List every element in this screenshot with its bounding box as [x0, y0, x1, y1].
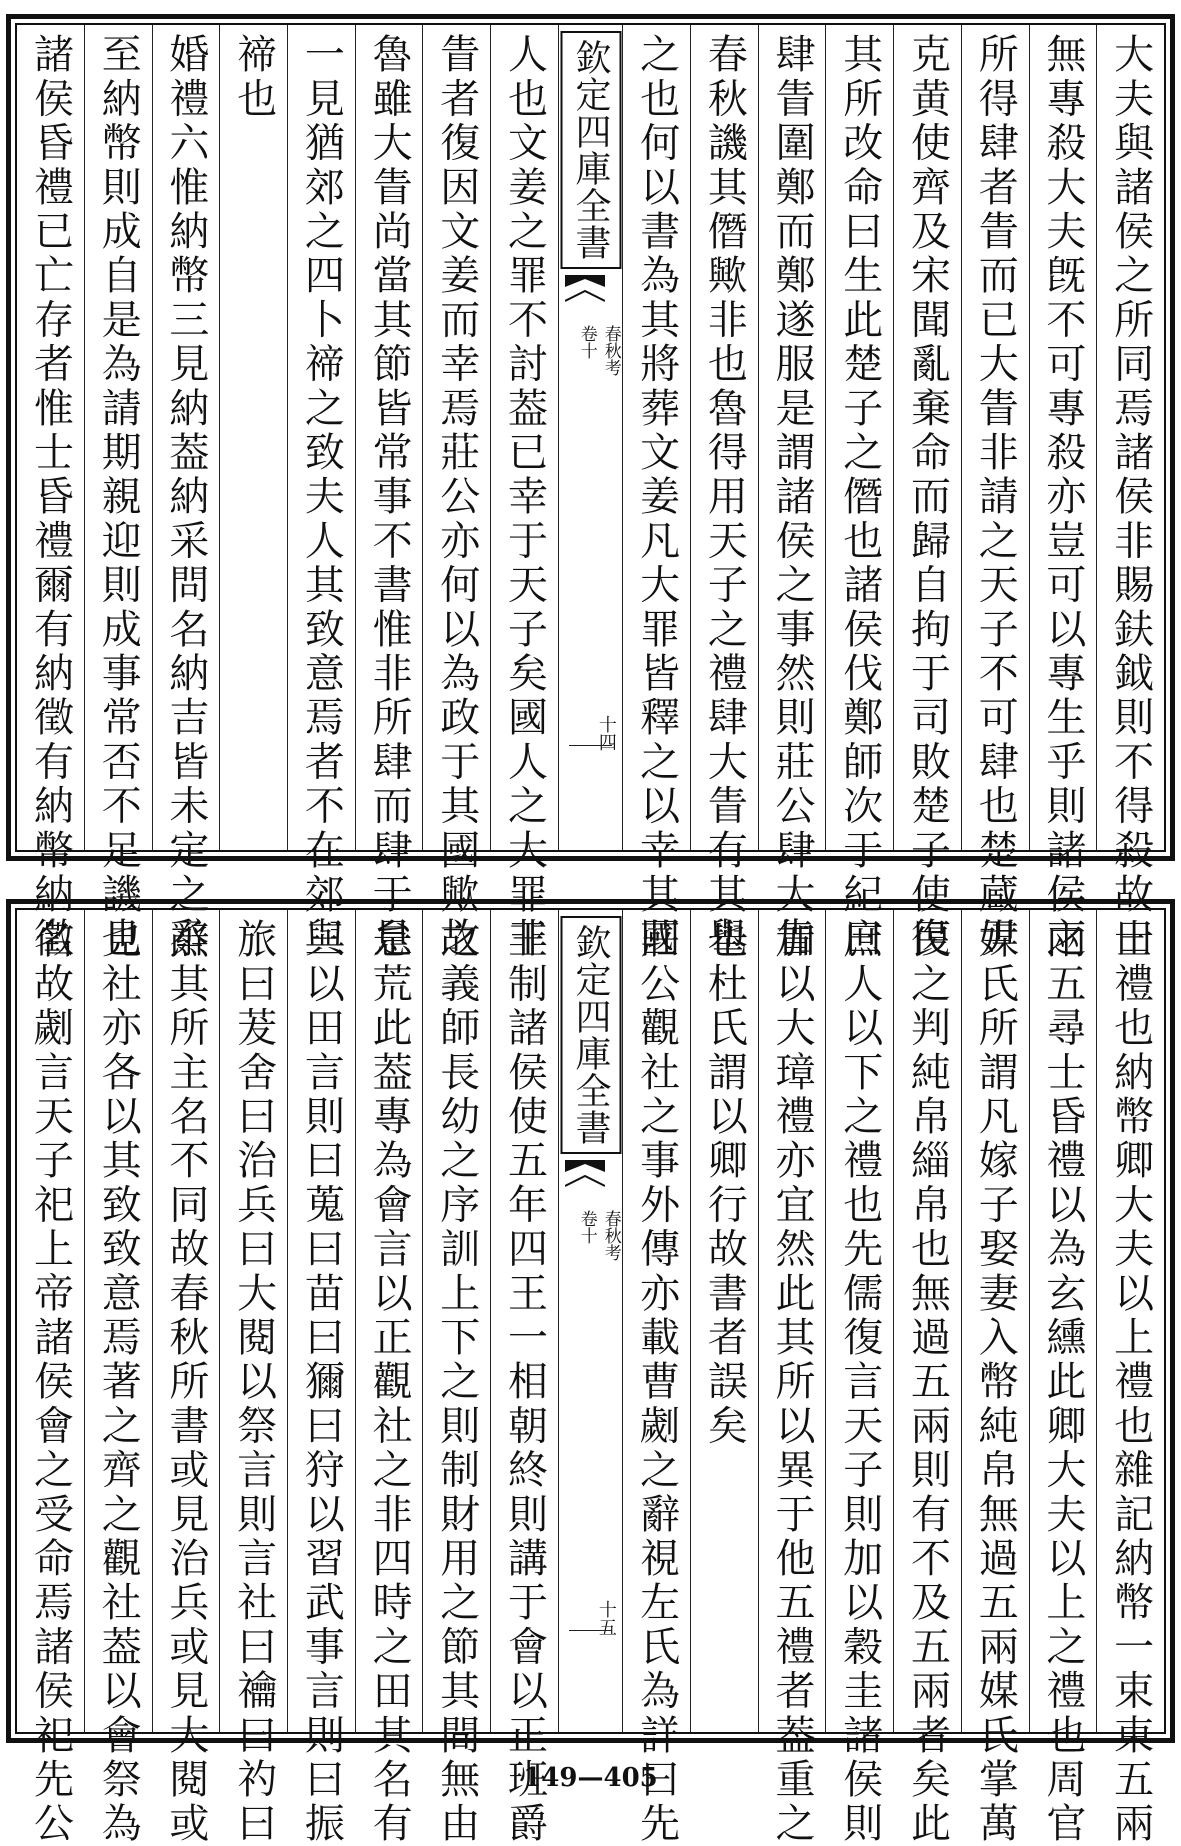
text-column	[690, 25, 758, 962]
text-column	[758, 25, 826, 962]
text-line: 怠荒此葢專為會言以正觀社之非四時之田其名有	[366, 918, 413, 1846]
volume-title: 春秋考	[600, 325, 621, 376]
folio-rule	[569, 745, 612, 746]
text-line: 加以大璋禮亦宜然此其所以異于他五禮者葢重之	[769, 918, 816, 1846]
text-column	[422, 25, 490, 962]
page-number: 149—405	[523, 1763, 658, 1793]
text-line: 大夫與諸侯之所同焉諸侯非賜鈇鉞則不得殺故曰	[1107, 33, 1154, 962]
text-column	[893, 25, 961, 962]
text-column	[422, 910, 490, 1846]
text-column	[287, 25, 355, 962]
top-columns	[17, 25, 1164, 962]
text-column	[1096, 910, 1164, 1846]
text-line: 一見猶郊之四卜禘之致夫人其致意焉者不在郊與	[298, 33, 345, 962]
text-line: 王制諸侯使五年四王一相朝終則講于會以正班爵	[501, 918, 548, 1846]
text-line: 士禮也納幣卿大夫以上禮也雜記納幣一束束五兩	[1107, 918, 1154, 1846]
text-column	[758, 910, 826, 1846]
text-line: 莊公觀社之事外傳亦載曹劌之辭視左氏為詳曰先	[633, 918, 680, 1846]
text-column	[219, 910, 287, 1846]
folio-rule	[569, 1630, 612, 1631]
text-column	[961, 910, 1029, 1846]
book-title: 欽定四庫全書	[560, 31, 621, 269]
text-column	[287, 910, 355, 1846]
text-column	[219, 25, 287, 850]
text-line: 肆眚圍鄭而鄭遂服是謂諸侯之事然則莊公肆大眚	[769, 33, 816, 962]
text-column	[84, 910, 152, 1846]
text-line: 庶人以下之禮也先儒復言天子則加以穀圭諸侯則	[836, 918, 883, 1846]
text-line: 至納幣則成自是為請期親迎則成事常否不足譏也	[95, 33, 142, 962]
text-column	[690, 910, 758, 1732]
text-column	[825, 910, 893, 1846]
text-column	[1096, 25, 1164, 962]
text-line: 旅曰茇舍曰治兵曰大閱以祭言則言社曰禴曰礿曰	[230, 918, 277, 1846]
text-column	[1029, 910, 1097, 1846]
text-column	[355, 910, 423, 1846]
text-line: 名故劌言天子祀上帝諸侯會之受命焉諸侯祀先公	[27, 918, 74, 1846]
text-column	[825, 25, 893, 962]
text-column	[355, 25, 423, 962]
book-title: 欽定四庫全書	[560, 916, 621, 1154]
text-line: 魯雖大眚尚當其節皆常事不書惟非所肆而肆于是	[366, 33, 413, 962]
text-line: 媒氏所謂凡嫁子娶妻入幣純帛無過五兩媒氏掌萬	[972, 918, 1019, 1846]
text-line: 所得肆者眚而已大眚非請之天子不可肆也楚蔵尹	[972, 33, 1019, 962]
text-column	[490, 910, 558, 1846]
text-line: 民之判純帛緇帛也無過五兩則有不及五兩者矣此	[904, 918, 951, 1846]
text-line: 婚禮六惟納幣三見納葢納采問名納吉皆未定之辭	[162, 33, 209, 962]
text-line: 克黄使齊及宋聞亂棄命而歸自拘于司敗楚子使復	[904, 33, 951, 962]
text-line: 兩五尋士昏禮以為玄纁此卿大夫以上之禮也周官	[1039, 918, 1086, 1846]
text-column	[893, 910, 961, 1846]
volume-number: 卷十	[576, 1210, 597, 1244]
folio-number: 十四	[595, 715, 617, 751]
text-column	[152, 25, 220, 962]
text-line: 其所改命曰生此楚子之僭也諸侯伐鄭師次于紀曰	[836, 33, 883, 962]
center-margin-column	[558, 910, 622, 1732]
text-line: 禘也	[230, 33, 277, 122]
text-line: 也杜氏謂以卿行故書者誤矣	[701, 918, 748, 1449]
text-line: 見社亦各以其致致意焉著之齊之觀社葢以會祭為	[95, 918, 142, 1846]
volume-title: 春秋考	[600, 1210, 621, 1261]
text-column	[622, 910, 690, 1846]
text-line: 春秋譏其僭歟非也魯得用天子之禮肆大眚有其舉	[701, 33, 748, 962]
text-column	[84, 25, 152, 962]
center-margin-column	[558, 25, 622, 850]
text-column	[961, 25, 1029, 962]
text-column	[17, 25, 84, 962]
text-column	[152, 910, 220, 1846]
text-column	[1029, 25, 1097, 962]
text-column	[622, 25, 690, 962]
text-line: 三以田言則曰蒐曰苗曰獮曰狩以習武事言則曰振	[298, 918, 345, 1846]
folio-number: 十五	[595, 1600, 617, 1636]
text-line: 諸侯昏禮已亡存者惟士昏禮爾有納徵有納幣納徵	[27, 33, 74, 962]
text-line: 無專殺大夫旣不可專殺亦豈可以專生乎則諸侯之	[1039, 33, 1086, 962]
text-column	[490, 25, 558, 962]
fish-tail-icon	[565, 1160, 605, 1200]
text-line: 眚者復因文姜而幸焉莊公亦何以為政于其國歟故	[433, 33, 480, 962]
text-line: 之也何以書為其將葬文姜凡大罪皆釋之以幸其國	[633, 33, 680, 962]
volume-number: 卷十	[576, 325, 597, 359]
text-line: 烝其所主名不同故春秋所書或見治兵或見大閱或	[162, 918, 209, 1846]
fish-tail-icon	[565, 275, 605, 315]
text-column	[17, 910, 84, 1846]
text-line: 人也文姜之罪不討葢已幸于天子矣國人之大罪非	[501, 33, 548, 962]
text-line: 之義師長幼之序訓上下之則制財用之節其間無由	[433, 918, 480, 1846]
top-page-block	[0, 10, 1181, 962]
